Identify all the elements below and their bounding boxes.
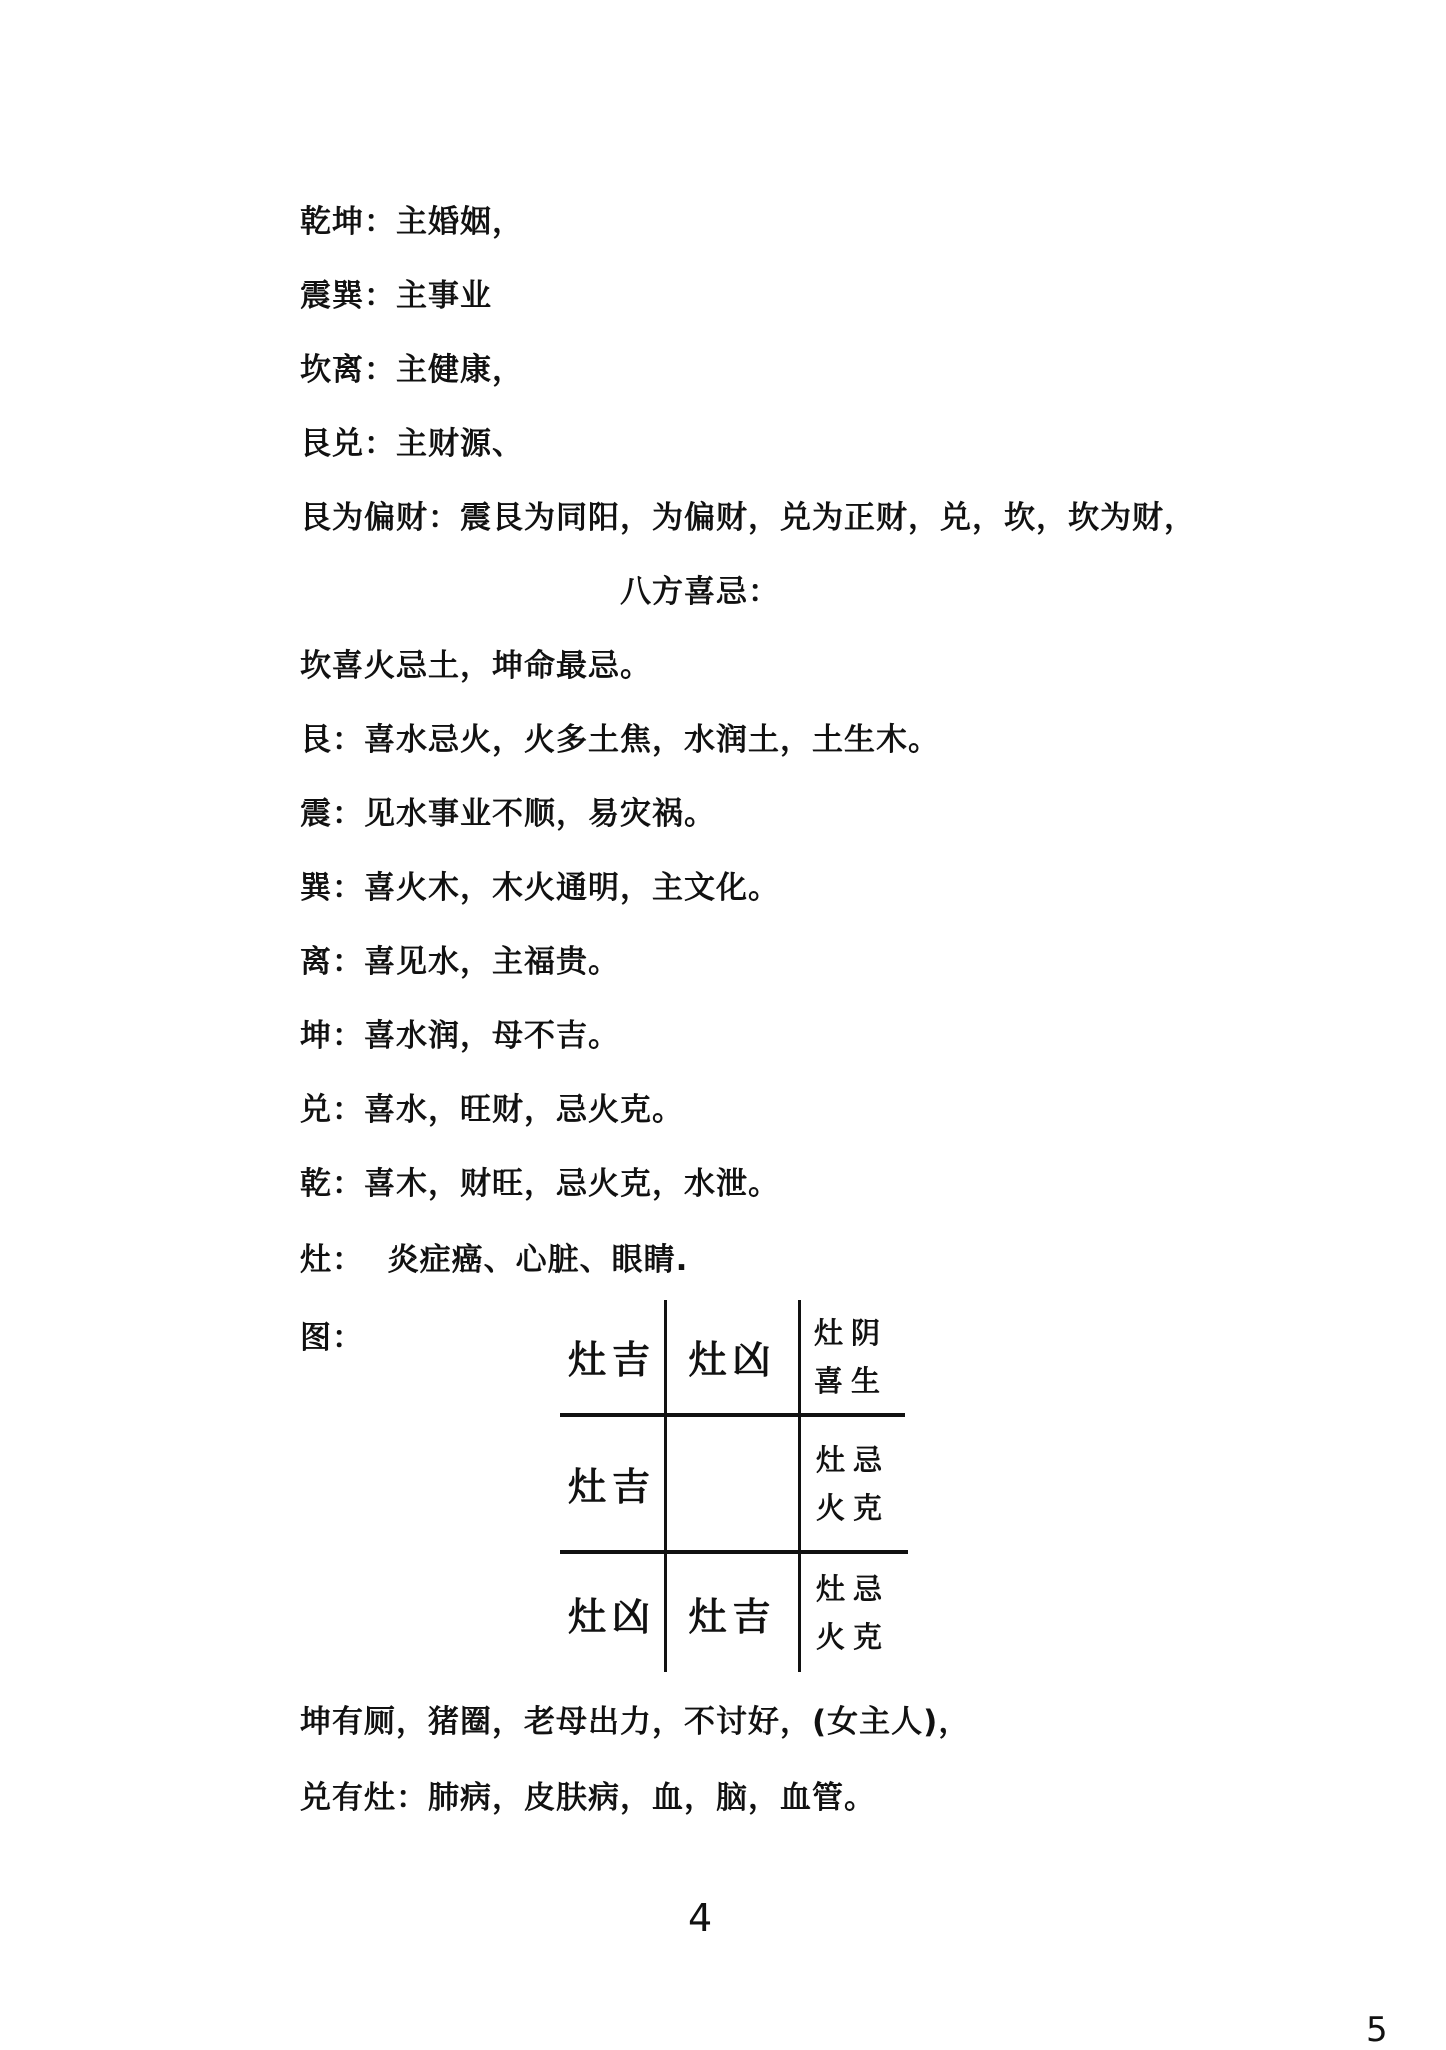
stove-direction-grid [560,1300,910,1672]
grid-cell-center [667,1417,798,1550]
rule-line: 离：喜见水，主福贵。 [300,944,620,980]
grid-cell [560,1417,664,1550]
cell-text: 灶吉 [567,1337,656,1382]
cell-text: 灶忌 [815,1442,890,1477]
cell-text: 火克 [815,1620,890,1654]
figure-label: 图： [300,1320,364,1356]
grid-cell [560,1554,664,1672]
page-number: 4 [688,1896,713,1940]
rule-line: 坤：喜水润，母不吉。 [300,1018,620,1054]
rule-line: 艮：喜水忌火，火多土焦，水润土，土生木。 [300,722,940,758]
rule-line: 坎喜火忌土，坤命最忌。 [300,648,652,684]
text-line: 坎离：主健康， [300,352,524,388]
section-heading: 八方喜忌： [620,574,780,610]
grid-cell [801,1300,901,1413]
text-line: 兑有灶：肺病，皮肤病，血，脑，血管。 [300,1780,876,1816]
rule-line: 巽：喜火木，木火通明，主文化。 [300,870,780,906]
grid-cell [560,1300,664,1413]
text-line: 坤有厕，猪圈，老母出力，不讨好，(女主人)， [300,1704,971,1740]
cell-text: 灶凶 [567,1593,656,1639]
grid-cell [801,1554,905,1672]
cell-text: 灶凶 [688,1337,777,1382]
rule-line: 乾：喜木，财旺，忌火克，水泄。 [300,1166,780,1202]
cell-text: 火克 [815,1490,890,1525]
rule-line: 灶： 炎症癌、心脏、眼睛. [300,1242,689,1278]
text-line: 艮兑：主财源、 [300,426,524,462]
grid-cell [667,1554,798,1672]
text-line: 乾坤：主婚姻， [300,204,524,240]
cell-text: 灶阴 [813,1315,888,1350]
cell-text: 灶吉 [567,1464,656,1509]
cell-text: 喜生 [813,1363,888,1398]
rule-line: 震：见水事业不顺，易灾祸。 [300,796,716,832]
corner-page-number: 5 [1366,2010,1388,2050]
grid-cell [667,1300,798,1413]
rule-line: 兑：喜水，旺财，忌火克。 [300,1092,684,1128]
cell-text: 灶吉 [688,1593,777,1639]
text-line: 艮为偏财：震艮为同阳，为偏财，兑为正财，兑，坎，坎为财， [300,500,1196,536]
text-line: 震巽：主事业 [300,278,492,314]
grid-cell [801,1417,905,1550]
cell-text: 灶忌 [815,1572,890,1606]
